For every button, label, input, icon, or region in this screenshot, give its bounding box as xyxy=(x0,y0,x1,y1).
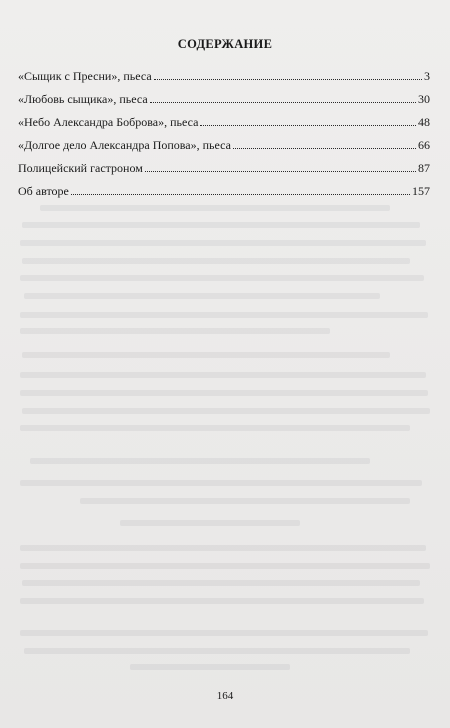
toc-entry-page: 87 xyxy=(418,161,430,175)
toc-entry xyxy=(18,152,430,175)
toc-entry xyxy=(18,83,430,106)
toc-entry-title: «Любовь сыщика», пьеса xyxy=(18,92,148,106)
page-number: 164 xyxy=(216,690,234,702)
bleed-through-line xyxy=(20,312,428,318)
toc-entry-page: 66 xyxy=(418,138,430,152)
bleed-through-line xyxy=(20,480,422,486)
dot-leader xyxy=(145,171,416,172)
toc-entry-title: Полицейский гастроном xyxy=(18,161,143,175)
bleed-through-line xyxy=(22,580,420,586)
bleed-through-line xyxy=(20,545,426,551)
table-of-contents xyxy=(18,60,430,198)
bleed-through-line xyxy=(120,520,300,526)
dot-leader xyxy=(200,125,416,126)
dot-leader xyxy=(233,148,416,149)
contents-heading: СОДЕРЖАНИЕ xyxy=(177,37,273,51)
bleed-through-line xyxy=(20,240,426,246)
dot-leader xyxy=(71,194,410,195)
bleed-through-line xyxy=(24,293,380,299)
bleed-through-line xyxy=(20,425,410,431)
toc-entry xyxy=(18,60,430,83)
toc-entry-page: 30 xyxy=(418,92,430,106)
toc-entry xyxy=(18,175,430,198)
bleed-through-line xyxy=(20,390,428,396)
toc-entry xyxy=(18,129,430,152)
toc-entry-title: «Долгое дело Александра Попова», пьеса xyxy=(18,138,231,152)
bleed-through-line xyxy=(24,648,410,654)
toc-entry-title: «Небо Александра Боброва», пьеса xyxy=(18,115,199,129)
bleed-through-line xyxy=(22,408,430,414)
bleed-through-line xyxy=(130,664,290,670)
dot-leader xyxy=(154,79,422,80)
toc-entry-page: 157 xyxy=(412,184,430,198)
bleed-through-line xyxy=(20,563,430,569)
bleed-through-line xyxy=(22,352,390,358)
bleed-through-line xyxy=(20,372,426,378)
bleed-through-line xyxy=(20,598,424,604)
bleed-through-line xyxy=(20,328,330,334)
bleed-through-line xyxy=(20,275,424,281)
toc-entry xyxy=(18,106,430,129)
bleed-through-line xyxy=(22,222,420,228)
toc-entry-title: Об авторе xyxy=(18,184,69,198)
toc-entry-page: 48 xyxy=(418,115,430,129)
dot-leader xyxy=(150,102,416,103)
bleed-through-line xyxy=(80,498,410,504)
bleed-through-line xyxy=(40,205,390,211)
bleed-through-line xyxy=(22,258,410,264)
bleed-through-line xyxy=(30,458,370,464)
toc-entry-title: «Сыщик с Пресни», пьеса xyxy=(18,69,152,83)
bleed-through-line xyxy=(20,630,428,636)
toc-entry-page: 3 xyxy=(424,69,430,83)
